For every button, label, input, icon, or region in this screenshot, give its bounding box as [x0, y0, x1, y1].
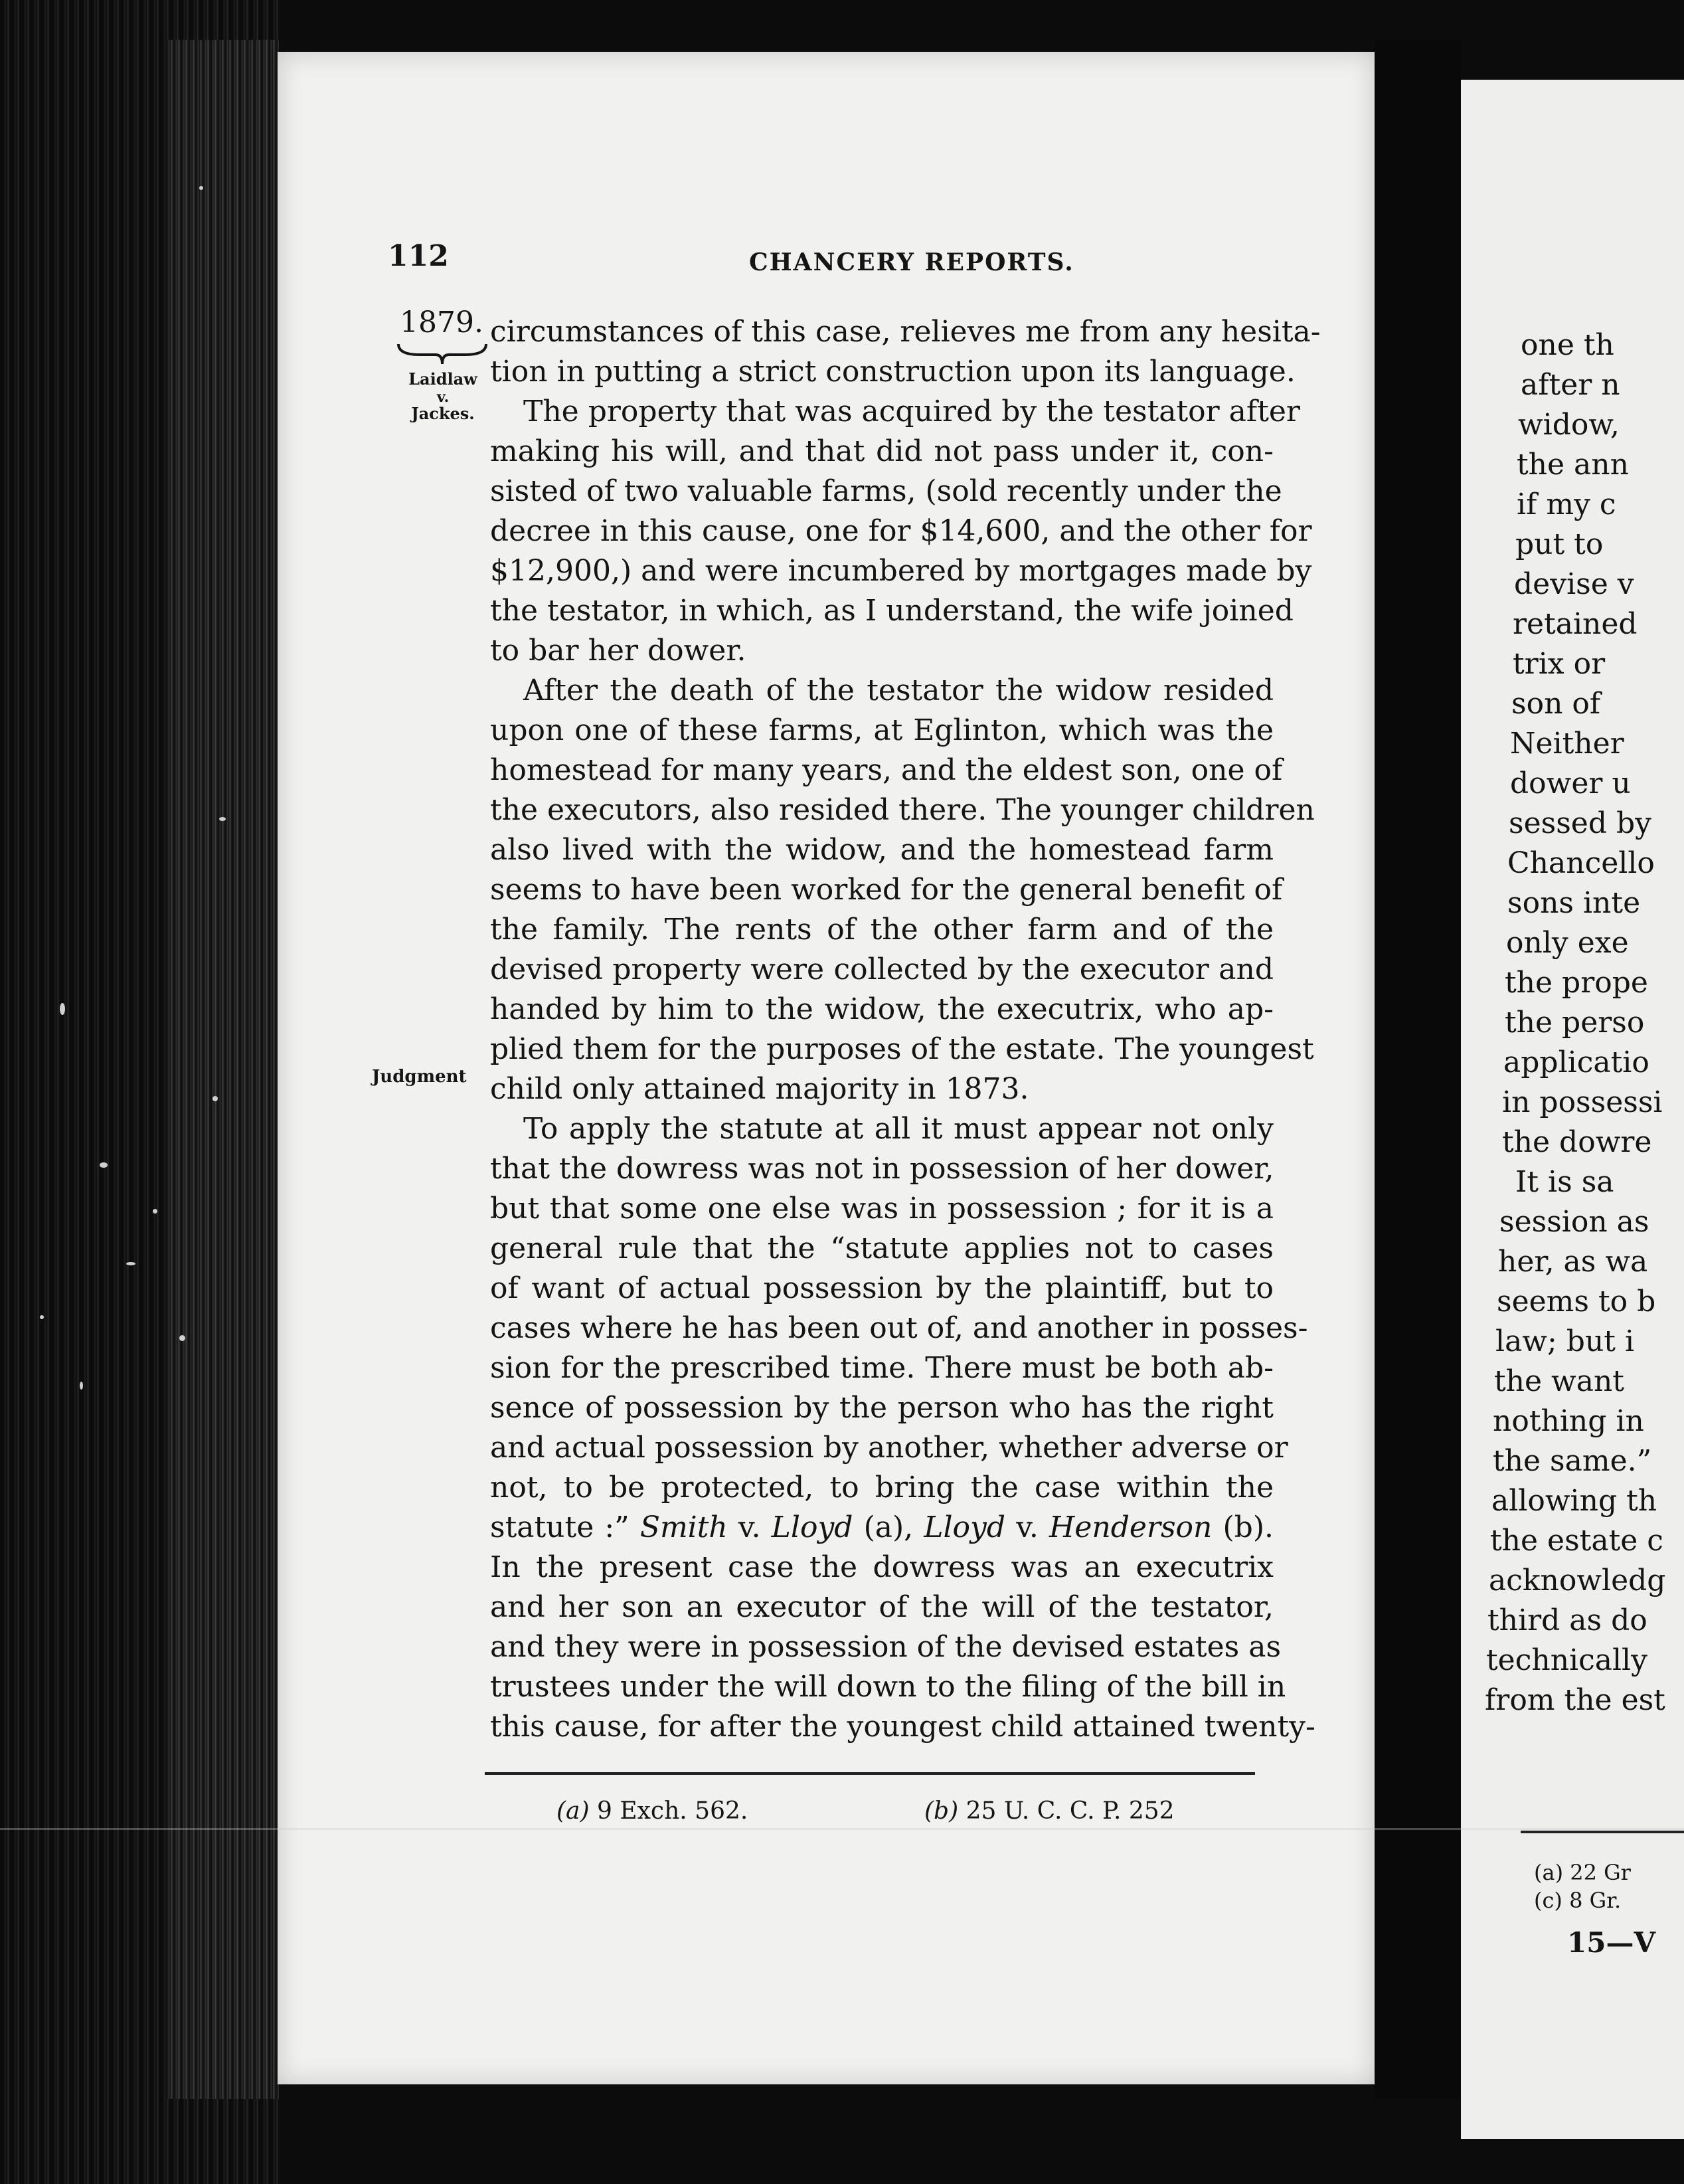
- facing-line: acknowledg: [1489, 1564, 1666, 1597]
- dust-speck: [219, 817, 226, 821]
- text-line: but that some one else was in possession ; for it is a: [490, 1192, 1274, 1226]
- facing-line: the ann: [1517, 448, 1629, 482]
- facing-line: from the est: [1485, 1683, 1665, 1717]
- case-name-lloyd-2: Lloyd: [924, 1510, 1006, 1544]
- case-name-lloyd: Lloyd: [771, 1510, 853, 1544]
- versus: v.: [727, 1510, 772, 1544]
- facing-line: devise v: [1514, 567, 1634, 601]
- facing-line: the prope: [1505, 966, 1648, 1000]
- facing-line: the estate c: [1490, 1524, 1663, 1558]
- text-line: seems to have been worked for the general benefit of: [490, 873, 1283, 907]
- footnote-ref-a: (a),: [853, 1510, 924, 1544]
- text-line: this cause, for after the youngest child attained twenty-: [490, 1710, 1315, 1744]
- footnote-rule: [485, 1772, 1255, 1775]
- facing-line: one th: [1521, 328, 1614, 362]
- text-line: to bar her dower.: [490, 634, 746, 668]
- facing-line: after n: [1521, 368, 1620, 402]
- facing-line: allowing th: [1491, 1484, 1657, 1518]
- text-line: homestead for many years, and the eldest son, one of: [490, 753, 1283, 787]
- text-line: tion in putting a strict construction upon its language.: [490, 355, 1296, 389]
- facing-line: law; but i: [1495, 1324, 1635, 1358]
- margin-brace: [396, 340, 489, 367]
- footnote-b-mark: (b): [924, 1797, 959, 1825]
- text-line: that the dowress was not in possession of her dower,: [490, 1152, 1274, 1186]
- dust-speck: [179, 1335, 185, 1341]
- facing-signature-mark: 15—V: [1567, 1926, 1656, 1959]
- facing-line: nothing in: [1493, 1404, 1644, 1438]
- facing-line: retained: [1513, 607, 1638, 641]
- page-edges: [166, 40, 279, 2099]
- text-line: sisted of two valuable farms, (sold recently under the: [490, 474, 1282, 508]
- footnote-a-mark: (a): [556, 1797, 590, 1825]
- dust-speck: [60, 1003, 65, 1015]
- text-line: and her son an executor of the will of the testator,: [490, 1590, 1274, 1624]
- facing-footnote-rule: [1521, 1831, 1684, 1833]
- text-line: sion for the prescribed time. There must be both ab-: [490, 1351, 1274, 1385]
- dust-speck: [100, 1162, 108, 1168]
- dust-speck: [40, 1315, 44, 1319]
- facing-line: session as: [1499, 1205, 1649, 1239]
- margin-judgment: Judgment: [372, 1067, 467, 1087]
- text-line: of want of actual possession by the plaintiff, but to: [490, 1271, 1274, 1305]
- text-line: and they were in possession of the devised estates as: [490, 1630, 1282, 1664]
- facing-line: only exe: [1506, 926, 1629, 960]
- text-line: $12,900,) and were incumbered by mortgages made by: [490, 554, 1312, 588]
- text-line: upon one of these farms, at Eglinton, which was the: [490, 713, 1274, 747]
- text-line: and actual possession by another, whether adverse or: [490, 1431, 1288, 1465]
- facing-footnote-1: (a) 22 Gr: [1534, 1860, 1631, 1885]
- facing-line: applicatio: [1503, 1046, 1649, 1079]
- footnote-b-text: 25 U. C. C. P. 252: [958, 1797, 1175, 1825]
- margin-year: 1879.: [400, 306, 483, 339]
- text-line: After the death of the testator the widow resided: [523, 674, 1274, 707]
- dust-speck: [153, 1209, 157, 1214]
- margin-case-versus: v.: [436, 389, 450, 406]
- text-line: making his will, and that did not pass under it, con-: [490, 434, 1274, 468]
- text-line: plied them for the purposes of the estate. The youngest: [490, 1032, 1314, 1066]
- text-line: also lived with the widow, and the homestead farm: [490, 833, 1274, 867]
- facing-line: in possessi: [1502, 1085, 1663, 1119]
- text-line: the family. The rents of the other farm and of the: [490, 913, 1274, 947]
- footnote-b: [924, 1797, 1175, 1825]
- facing-line: Chancello: [1507, 846, 1655, 880]
- text-line: decree in this cause, one for $14,600, and the other for: [490, 514, 1312, 548]
- text-line: general rule that the “statute applies not to cases: [490, 1231, 1274, 1265]
- scan-artifact-line: [0, 1828, 1684, 1830]
- facing-line: third as do: [1487, 1603, 1647, 1637]
- margin-case-defendant: Jackes.: [411, 404, 475, 423]
- footnote-ref-b: (b).: [1212, 1510, 1274, 1544]
- facing-line: the perso: [1505, 1006, 1645, 1040]
- dust-speck: [212, 1096, 218, 1101]
- body-text: [490, 312, 1321, 1747]
- facing-line: technically: [1486, 1643, 1647, 1677]
- dust-speck: [126, 1262, 135, 1265]
- page-fold-shadow: [1375, 40, 1461, 2099]
- facing-line: It is sa: [1515, 1165, 1614, 1199]
- facing-line: if my c: [1517, 488, 1616, 521]
- text-line: cases where he has been out of, and another in posses-: [490, 1311, 1308, 1345]
- case-name-smith: Smith: [639, 1510, 728, 1544]
- facing-line: trix or: [1513, 647, 1606, 681]
- text-line: devised property were collected by the executor and: [490, 953, 1274, 986]
- facing-line: the same.”: [1493, 1444, 1652, 1478]
- facing-page-text: [1485, 325, 1684, 1720]
- text-line: the executors, also resided there. The younger children: [490, 793, 1315, 827]
- footnote-a-text: 9 Exch. 562.: [589, 1797, 748, 1825]
- text-line: circumstances of this case, relieves me from any hesita-: [490, 315, 1321, 349]
- facing-line: son of: [1511, 687, 1601, 721]
- facing-footnote-2: (c) 8 Gr.: [1534, 1888, 1622, 1913]
- text-line: not, to be protected, to bring the case within the: [490, 1471, 1274, 1504]
- footnote-a: [556, 1797, 748, 1825]
- text-line: The property that was acquired by the testator after: [523, 395, 1300, 428]
- facing-line: seems to b: [1497, 1285, 1656, 1319]
- running-head: CHANCERY REPORTS.: [749, 248, 1074, 276]
- facing-line: the want: [1494, 1364, 1624, 1398]
- text-line: child only attained majority in 1873.: [490, 1072, 1029, 1106]
- text-line: trustees under the will down to the filing of the bill in: [490, 1670, 1286, 1704]
- text-line: the testator, in which, as I understand, the wife joined: [490, 594, 1294, 628]
- facing-line: dower u: [1510, 767, 1631, 800]
- facing-line: sessed by: [1509, 806, 1651, 840]
- citation-statute: statute :”: [490, 1510, 630, 1544]
- text-line: In the present case the dowress was an executrix: [490, 1550, 1274, 1584]
- versus-2: v.: [1005, 1510, 1049, 1544]
- text-line: sence of possession by the person who has the right: [490, 1391, 1274, 1425]
- case-name-henderson: Henderson: [1049, 1510, 1213, 1544]
- right-facing-page: [1461, 80, 1684, 2139]
- text-line: handed by him to the widow, the executrix, who ap-: [490, 992, 1274, 1026]
- facing-line: her, as wa: [1498, 1245, 1648, 1279]
- margin-case-plaintiff: Laidlaw: [408, 369, 477, 389]
- facing-line: the dowre: [1502, 1125, 1652, 1159]
- page-number: 112: [388, 239, 449, 273]
- dust-speck: [80, 1382, 83, 1390]
- facing-line: widow,: [1518, 408, 1620, 442]
- dust-speck: [199, 186, 203, 190]
- facing-line: Neither: [1510, 727, 1624, 761]
- citation-line: [490, 1508, 1274, 1548]
- text-line: To apply the statute at all it must appear not only: [523, 1112, 1274, 1146]
- facing-line: sons inte: [1507, 886, 1641, 920]
- facing-line: put to: [1515, 527, 1604, 561]
